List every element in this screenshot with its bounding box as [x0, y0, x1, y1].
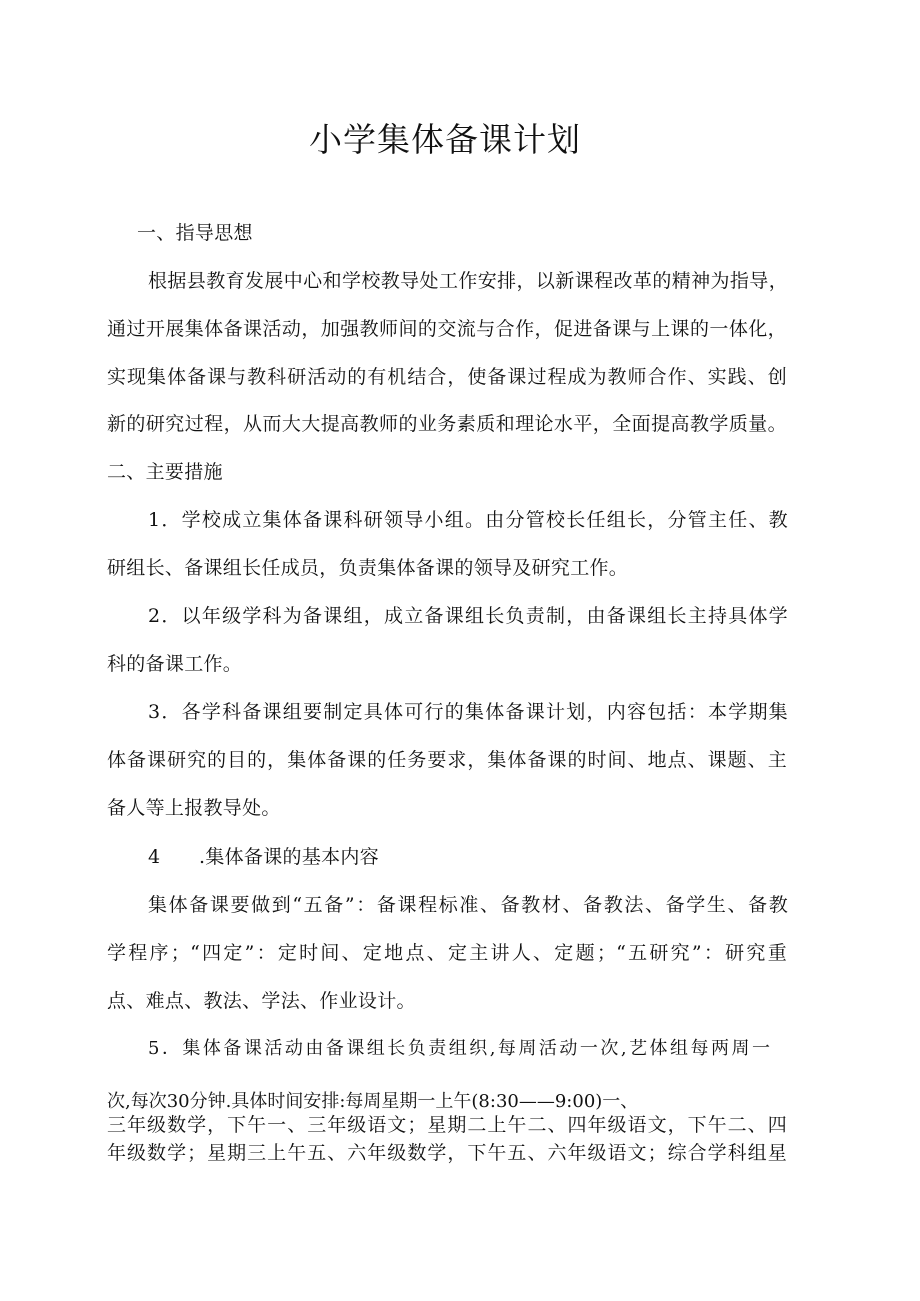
document-title: 小学集体备课计划: [309, 120, 581, 159]
list-item-5-line: 三年级数学，下午一、三年级语文；星期二上午二、四年级语文，下午二、四: [107, 1114, 787, 1136]
paragraph-line: 实现集体备课与教科研活动的有机结合，使备课过程成为教师合作、实践、创: [107, 366, 787, 388]
paragraph-line: 学程序；“四定”：定时间、定地点、定主讲人、定题；“五研究”：研究重: [107, 942, 787, 964]
list-item-2-line: 科的备课工作。: [107, 653, 243, 675]
paragraph-line: 新的研究过程，从而大大提高教师的业务素质和理论水平，全面提高教学质量。: [107, 413, 787, 435]
paragraph-line: 集体备课要做到“五备”：备课程标准、备教材、备教法、备学生、备教: [148, 894, 788, 916]
list-item-4-heading: 4 .集体备课的基本内容: [148, 846, 380, 868]
paragraph-line: 点、难点、教法、学法、作业设计。: [107, 990, 416, 1012]
list-item-3-line: 3．各学科备课组要制定具体可行的集体备课计划，内容包括：本学期集: [148, 701, 788, 723]
list-item-1-line: 1．学校成立集体备课科研领导小组。由分管校长任组长，分管主任、教: [148, 509, 788, 531]
list-item-5-line: 年级数学；星期三上午五、六年级数学，下午五、六年级语文；综合学科组星: [107, 1142, 787, 1164]
list-item-3-line: 体备课研究的目的，集体备课的任务要求，集体备课的时间、地点、课题、主: [107, 749, 787, 771]
paragraph-line: 根据县教育发展中心和学校教导处工作安排，以新课程改革的精神为指导，: [148, 270, 788, 292]
section-heading-main-measures: 二、主要措施: [107, 461, 223, 483]
list-item-5-line: 5．集体备课活动由备课组长负责组织,每周活动一次,艺体组每两周一: [148, 1038, 770, 1059]
list-item-1-line: 研组长、备课组长任成员，负责集体备课的领导及研究工作。: [107, 557, 629, 579]
list-item-3-line: 备人等上报教导处。: [107, 797, 281, 819]
paragraph-line: 通过开展集体备课活动，加强教师间的交流与合作，促进备课与上课的一体化，: [107, 318, 787, 340]
list-item-5-line: 次,每次30分钟.具体时间安排:每周星期一上午(8:30——9:00)一、: [107, 1091, 639, 1112]
list-item-2-line: 2．以年级学科为备课组，成立备课组长负责制，由备课组长主持具体学: [148, 605, 788, 627]
section-heading-guiding-ideology: 一、指导思想: [137, 222, 253, 244]
